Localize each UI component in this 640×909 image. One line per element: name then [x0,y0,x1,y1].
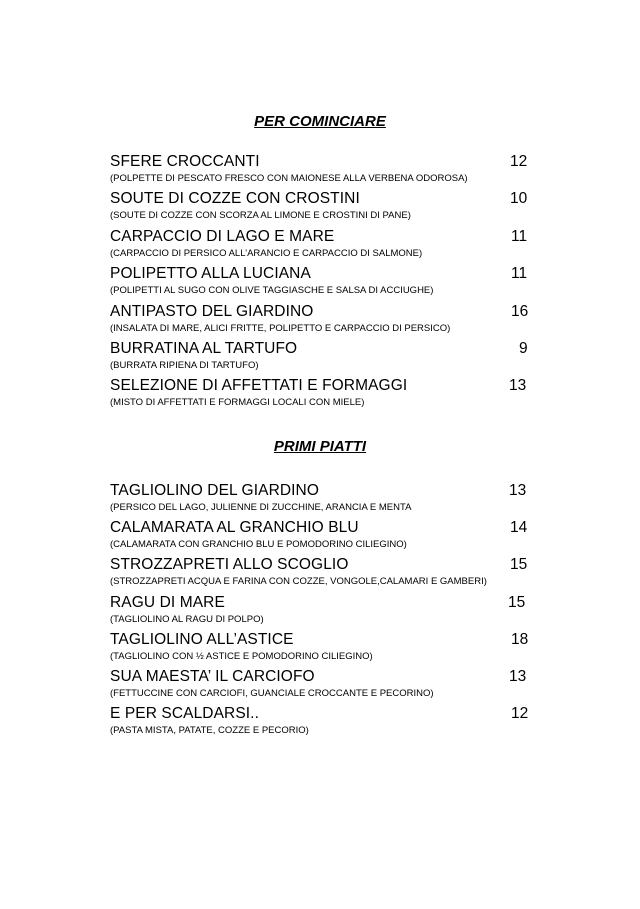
item-price: 13 [509,668,527,685]
item-price: 15 [508,594,526,611]
item-price: 13 [509,482,527,499]
item-name: E PER SCALDARSI.. [110,705,259,722]
item-price: 12 [511,705,529,722]
item-description: (POLPETTE DI PESCATO FRESCO CON MAIONESE ALLA VERBENA ODOROSA) [110,173,468,184]
item-name: ANTIPASTO DEL GIARDINO [110,303,314,320]
item-name: SOUTE DI COZZE CON CROSTINI [110,190,360,207]
item-price: 11 [511,228,528,245]
item-description: (PERSICO DEL LAGO, JULIENNE DI ZUCCHINE, ARANCIA E MENTA [110,502,412,513]
item-name: CALAMARATA AL GRANCHIO BLU [110,519,359,536]
item-description: (POLIPETTI AL SUGO CON OLIVE TAGGIASCHE E SALSA DI ACCIUGHE) [110,285,434,296]
item-name: SFERE CROCCANTI [110,153,260,170]
item-description: (SOUTE DI COZZE CON SCORZA AL LIMONE E CROSTINI DI PANE) [110,210,411,221]
item-description: (PASTA MISTA, PATATE, COZZE E PECORIO) [110,725,309,736]
item-name: SELEZIONE DI AFFETTATI E FORMAGGI [110,377,408,394]
item-name: CARPACCIO DI LAGO E MARE [110,228,335,245]
item-price: 14 [510,519,528,536]
item-price: 15 [510,556,528,573]
item-description: (TAGLIOLINO CON ½ ASTICE E POMODORINO CILIEGINO) [110,651,373,662]
item-description: (STROZZAPRETI ACQUA E FARINA CON COZZE, VONGOLE,CALAMARI E GAMBERI) [110,576,487,587]
item-price: 18 [511,631,529,648]
item-description: (MISTO DI AFFETTATI E FORMAGGI LOCALI CON MIELE) [110,397,365,408]
item-name: BURRATINA AL TARTUFO [110,340,298,357]
item-price: 12 [510,153,528,170]
section-title-per-cominciare: PER COMINCIARE [254,113,386,130]
item-description: (INSALATA DI MARE, ALICI FRITTE, POLIPETTO E CARPACCIO DI PERSICO) [110,323,451,334]
item-name: POLIPETTO ALLA LUCIANA [110,265,311,282]
item-description: (CALAMARATA CON GRANCHIO BLU E POMODORINO CILIEGINO) [110,539,407,550]
item-name: SUA MAESTA’ IL CARCIOFO [110,668,315,685]
item-description: (CARPACCIO DI PERSICO ALL’ARANCIO E CARPACCIO DI SALMONE) [110,248,423,259]
item-price: 9 [519,340,528,357]
item-description: (TAGLIOLINO AL RAGU DI POLPO) [110,614,264,625]
item-price: 16 [511,303,529,320]
item-name: RAGU DI MARE [110,594,225,611]
item-price: 10 [510,190,528,207]
item-description: (FETTUCCINE CON CARCIOFI, GUANCIALE CROCCANTE E PECORINO) [110,688,434,699]
item-name: TAGLIOLINO DEL GIARDINO [110,482,320,499]
item-price: 13 [509,377,527,394]
section-title-primi-piatti: PRIMI PIATTI [273,438,367,455]
item-price: 11 [511,265,528,282]
item-name: STROZZAPRETI ALLO SCOGLIO [110,556,349,573]
item-description: (BURRATA RIPIENA DI TARTUFO) [110,360,259,371]
item-name: TAGLIOLINO ALL’ASTICE [110,631,294,648]
